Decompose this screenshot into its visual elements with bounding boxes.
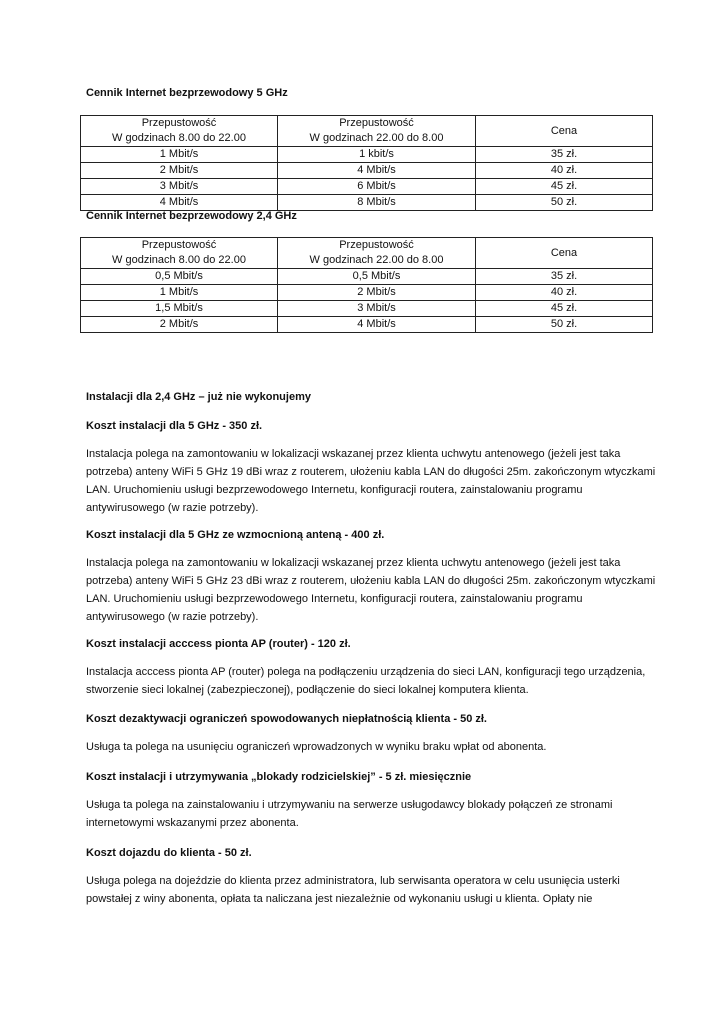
cell-day: 4 Mbit/s bbox=[81, 195, 278, 211]
parental-block-description: Usługa ta polega na zainstalowaniu i utrzymywaniu na serwerze usługodawcy blokady połączeń ze stronami internetowymi wskazanymi przez abonenta. bbox=[86, 799, 613, 829]
cell-night: 2 Mbit/s bbox=[278, 285, 476, 301]
cell-day: 1 Mbit/s bbox=[81, 285, 278, 301]
header-cell-price: Cena bbox=[476, 116, 653, 147]
header-cell-day bbox=[81, 238, 278, 269]
access-point-heading: Koszt instalacji acccess pionta AP (router) - 120 zł. bbox=[86, 638, 351, 650]
install-5ghz-boost-description: Instalacja polega na zamontowaniu w lokalizacji wskazanej przez klienta uchwytu antenowego (jeżeli jest taka potrzeba) anteny WiFi 5 GHz 23 dBi wraz z routerem, ułożeniu kabla LAN do długości 25m. zakończonym wtyczkami LAN. Uruchomieniu usługi bezprzewodowego Internetu, konfiguracji routera, zainstalowaniu programu antywirusowego (w razie potrzeby). bbox=[86, 557, 656, 623]
install-5ghz-heading: Koszt instalacji dla 5 GHz - 350 zł. bbox=[86, 420, 263, 432]
travel-cost-description: Usługa polega na dojeździe do klienta przez administratora, lub serwisanta operatora w celu usunięcia usterki powstałej z winy abonenta, opłata ta naliczana jest niezależnie od wykonaniu usługi u klienta. Opłaty nie bbox=[86, 875, 620, 905]
cell-price: 50 zł. bbox=[476, 317, 653, 333]
cell-night: 4 Mbit/s bbox=[278, 163, 476, 179]
table-row bbox=[81, 301, 653, 317]
header-sublabel: W godzinach 8.00 do 22.00 bbox=[112, 254, 246, 266]
header-sublabel: W godzinach 8.00 do 22.00 bbox=[112, 132, 246, 144]
deactivation-heading: Koszt dezaktywacji ograniczeń spowodowanych niepłatnością klienta - 50 zł. bbox=[86, 713, 487, 725]
cell-day: 2 Mbit/s bbox=[81, 163, 278, 179]
price-table-5ghz bbox=[80, 115, 653, 211]
install-5ghz-boost-heading: Koszt instalacji dla 5 GHz ze wzmocnioną anteną - 400 zł. bbox=[86, 529, 385, 541]
cell-day: 1,5 Mbit/s bbox=[81, 301, 278, 317]
cell-price: 40 zł. bbox=[476, 163, 653, 179]
header-cell-price: Cena bbox=[476, 238, 653, 269]
header-cell-night bbox=[278, 238, 476, 269]
table-row bbox=[81, 147, 653, 163]
cell-price: 40 zł. bbox=[476, 285, 653, 301]
parental-block-heading: Koszt instalacji i utrzymywania „blokady rodzicielskiej” - 5 zł. miesięcznie bbox=[86, 771, 472, 783]
header-cell-night bbox=[278, 116, 476, 147]
header-label: Przepustowość bbox=[339, 117, 414, 129]
cell-day: 1 Mbit/s bbox=[81, 147, 278, 163]
cell-night: 8 Mbit/s bbox=[278, 195, 476, 211]
cell-price: 35 zł. bbox=[476, 147, 653, 163]
table-row bbox=[81, 163, 653, 179]
price-table-24ghz bbox=[80, 237, 653, 333]
travel-cost-heading: Koszt dojazdu do klienta - 50 zł. bbox=[86, 847, 252, 859]
table-row bbox=[81, 179, 653, 195]
table-header-row bbox=[81, 116, 653, 147]
cell-price: 45 zł. bbox=[476, 179, 653, 195]
cell-night: 3 Mbit/s bbox=[278, 301, 476, 317]
cell-price: 35 zł. bbox=[476, 269, 653, 285]
cell-night: 6 Mbit/s bbox=[278, 179, 476, 195]
access-point-description: Instalacja acccess pionta AP (router) polega na podłączeniu urządzenia do sieci LAN, konfiguracji tego urządzenia, stworzenie sieci lokalnej (zabezpieczonej), podłączenie do sieci lokalnej komputera klienta. bbox=[86, 666, 646, 696]
table-header-row bbox=[81, 238, 653, 269]
install-5ghz-description: Instalacja polega na zamontowaniu w lokalizacji wskazanej przez klienta uchwytu antenowego (jeżeli jest taka potrzeba) anteny WiFi 5 GHz 19 dBi wraz z routerem, ułożeniu kabla LAN do długości 25m. zakończonym wtyczkami LAN. Uruchomieniu usługi bezprzewodowego Internetu, konfiguracji routera, zainstalowaniu programu antywirusowego (w razie potrzeby). bbox=[86, 448, 656, 514]
cell-day: 0,5 Mbit/s bbox=[81, 269, 278, 285]
header-sublabel: W godzinach 22.00 do 8.00 bbox=[309, 132, 444, 144]
table-row bbox=[81, 317, 653, 333]
table-24ghz-title: Cennik Internet bezprzewodowy 2,4 GHz bbox=[86, 210, 297, 222]
cell-day: 3 Mbit/s bbox=[81, 179, 278, 195]
cell-day: 2 Mbit/s bbox=[81, 317, 278, 333]
header-sublabel: W godzinach 22.00 do 8.00 bbox=[309, 254, 444, 266]
table-row bbox=[81, 285, 653, 301]
header-cell-day bbox=[81, 116, 278, 147]
table-row bbox=[81, 269, 653, 285]
header-label: Przepustowość bbox=[141, 239, 217, 251]
table-5ghz-title: Cennik Internet bezprzewodowy 5 GHz bbox=[86, 87, 288, 99]
cell-price: 50 zł. bbox=[476, 195, 653, 211]
cell-night: 4 Mbit/s bbox=[278, 317, 476, 333]
header-label: Przepustowość bbox=[141, 117, 217, 129]
cell-price: 45 zł. bbox=[476, 301, 653, 317]
cell-night: 0,5 Mbit/s bbox=[278, 269, 476, 285]
no-24ghz-install-heading: Instalacji dla 2,4 GHz – już nie wykonujemy bbox=[86, 391, 311, 403]
header-label: Przepustowość bbox=[339, 239, 414, 251]
cell-night: 1 kbit/s bbox=[278, 147, 476, 163]
deactivation-description: Usługa ta polega na usunięciu ograniczeń wprowadzonych w wyniku braku wpłat od abonenta. bbox=[86, 741, 547, 753]
